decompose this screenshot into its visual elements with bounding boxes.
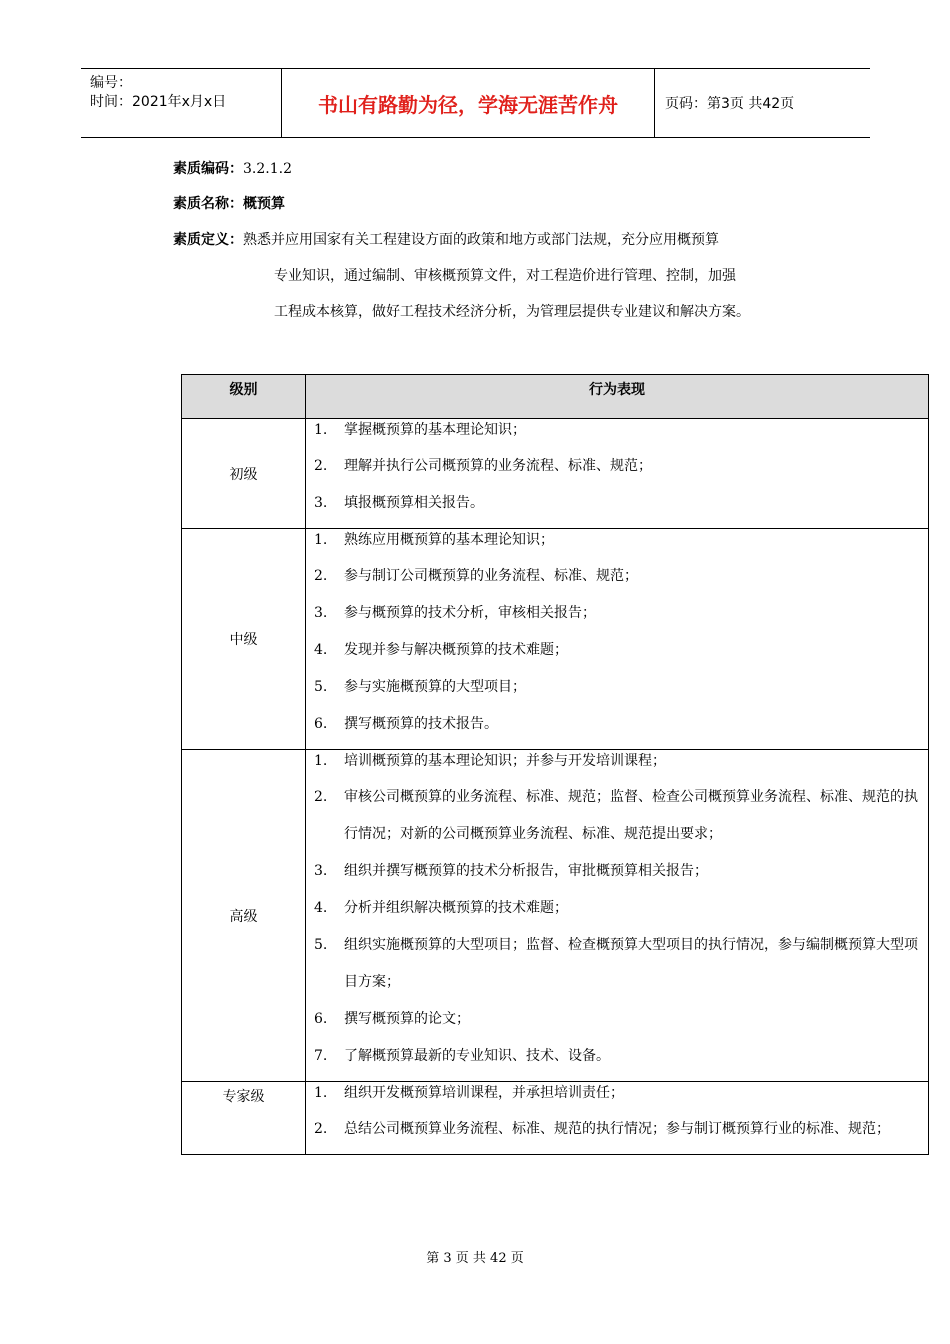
def-line-3: 工程成本核算，做好工程技术经济分析，为管理层提供专业建议和解决方案。 bbox=[274, 304, 750, 320]
item-number: 1. bbox=[314, 422, 328, 438]
list-item bbox=[314, 529, 920, 558]
list-item bbox=[314, 927, 920, 1001]
item-text: 撰写概预算的论文； bbox=[344, 1011, 470, 1027]
header-page-info: 页码：第3页 共42页 bbox=[665, 96, 795, 112]
page-header bbox=[81, 68, 870, 138]
item-text: 发现并参与解决概预算的技术难题； bbox=[344, 642, 568, 658]
item-text: 熟练应用概预算的基本理论知识； bbox=[344, 532, 554, 548]
item-text: 了解概预算最新的专业知识、技术、设备。 bbox=[344, 1048, 610, 1064]
item-text: 组织开发概预算培训课程，并承担培训责任； bbox=[344, 1085, 624, 1101]
level-cell: 中级 bbox=[182, 529, 306, 750]
name-value: 概预算 bbox=[243, 196, 285, 212]
item-text: 组织实施概预算的大型项目；监督、检查概预算大型项目的执行情况，参与编制概预算大型项目方案； bbox=[344, 937, 918, 990]
item-number: 7. bbox=[314, 1048, 328, 1064]
list-item bbox=[314, 706, 920, 743]
item-number: 6. bbox=[314, 716, 328, 732]
item-text: 掌握概预算的基本理论知识； bbox=[344, 422, 526, 438]
col-behavior-header: 行为表现 bbox=[306, 375, 929, 419]
item-text: 总结公司概预算业务流程、标准、规范的执行情况；参与制订概预算行业的标准、规范； bbox=[344, 1121, 890, 1137]
behavior-list bbox=[314, 529, 920, 743]
competency-definition bbox=[173, 230, 719, 250]
list-item bbox=[314, 853, 920, 890]
item-text: 撰写概预算的技术报告。 bbox=[344, 716, 498, 732]
list-item bbox=[314, 779, 920, 853]
header-motto: 书山有路勤为径，学海无涯苦作舟 bbox=[281, 69, 655, 137]
code-value: 3.2.1.2 bbox=[243, 161, 292, 177]
behavior-cell bbox=[306, 419, 929, 529]
list-item bbox=[314, 669, 920, 706]
table-row bbox=[182, 1082, 929, 1155]
item-text: 参与制订公司概预算的业务流程、标准、规范； bbox=[344, 568, 638, 584]
item-text: 分析并组织解决概预算的技术难题； bbox=[344, 900, 568, 916]
level-cell: 初级 bbox=[182, 419, 306, 529]
item-number: 2. bbox=[314, 789, 328, 805]
item-text: 组织并撰写概预算的技术分析报告，审批概预算相关报告； bbox=[344, 863, 708, 879]
behavior-list bbox=[314, 419, 920, 522]
level-cell: 高级 bbox=[182, 750, 306, 1082]
list-item bbox=[314, 485, 920, 522]
item-number: 5. bbox=[314, 679, 328, 695]
item-text: 填报概预算相关报告。 bbox=[344, 495, 484, 511]
item-text: 参与概预算的技术分析，审核相关报告； bbox=[344, 605, 596, 621]
competency-code bbox=[173, 159, 292, 179]
def-line-1: 熟悉并应用国家有关工程建设方面的政策和地方或部门法规，充分应用概预算 bbox=[243, 232, 719, 248]
item-number: 2. bbox=[314, 1121, 328, 1137]
code-label: 素质编码： bbox=[173, 161, 243, 177]
table-row bbox=[182, 529, 929, 750]
list-item bbox=[314, 1001, 920, 1038]
list-item bbox=[314, 1111, 920, 1148]
page-footer: 第 3 页 共 42 页 bbox=[426, 1251, 524, 1266]
behavior-cell bbox=[306, 529, 929, 750]
item-text: 参与实施概预算的大型项目； bbox=[344, 679, 526, 695]
item-number: 3. bbox=[314, 605, 328, 621]
list-item bbox=[314, 890, 920, 927]
def-label: 素质定义： bbox=[173, 232, 243, 248]
name-label: 素质名称： bbox=[173, 196, 243, 212]
header-meta bbox=[81, 69, 280, 137]
table-row bbox=[182, 419, 929, 529]
item-number: 4. bbox=[314, 642, 328, 658]
list-item bbox=[314, 419, 920, 448]
item-text: 审核公司概预算的业务流程、标准、规范；监督、检查公司概预算业务流程、标准、规范的执行情况；对新的公司概预算业务流程、标准、规范提出要求； bbox=[344, 789, 918, 842]
item-text: 培训概预算的基本理论知识；并参与开发培训课程； bbox=[344, 753, 666, 769]
list-item bbox=[314, 595, 920, 632]
item-number: 5. bbox=[314, 937, 328, 953]
level-cell: 专家级 bbox=[182, 1082, 306, 1155]
list-item bbox=[314, 750, 920, 779]
behavior-cell bbox=[306, 750, 929, 1082]
list-item bbox=[314, 1038, 920, 1075]
list-item bbox=[314, 1082, 920, 1111]
item-number: 2. bbox=[314, 458, 328, 474]
table-header-row bbox=[182, 375, 929, 419]
item-number: 3. bbox=[314, 495, 328, 511]
number-label: 编号： bbox=[90, 75, 132, 91]
list-item bbox=[314, 632, 920, 669]
item-number: 4. bbox=[314, 900, 328, 916]
behavior-list bbox=[314, 1082, 920, 1148]
item-number: 1. bbox=[314, 532, 328, 548]
item-number: 2. bbox=[314, 568, 328, 584]
behavior-table bbox=[181, 374, 929, 1155]
behavior-list bbox=[314, 750, 920, 1075]
item-number: 3. bbox=[314, 863, 328, 879]
behavior-cell bbox=[306, 1082, 929, 1155]
col-level-header: 级别 bbox=[182, 375, 306, 419]
item-number: 1. bbox=[314, 1085, 328, 1101]
time-label: 时间：2021年x月x日 bbox=[90, 94, 227, 110]
def-line-2: 专业知识，通过编制、审核概预算文件，对工程造价进行管理、控制，加强 bbox=[274, 268, 736, 284]
list-item bbox=[314, 448, 920, 485]
item-number: 6. bbox=[314, 1011, 328, 1027]
item-number: 1. bbox=[314, 753, 328, 769]
list-item bbox=[314, 558, 920, 595]
table-row bbox=[182, 750, 929, 1082]
item-text: 理解并执行公司概预算的业务流程、标准、规范； bbox=[344, 458, 652, 474]
competency-name bbox=[173, 194, 285, 214]
